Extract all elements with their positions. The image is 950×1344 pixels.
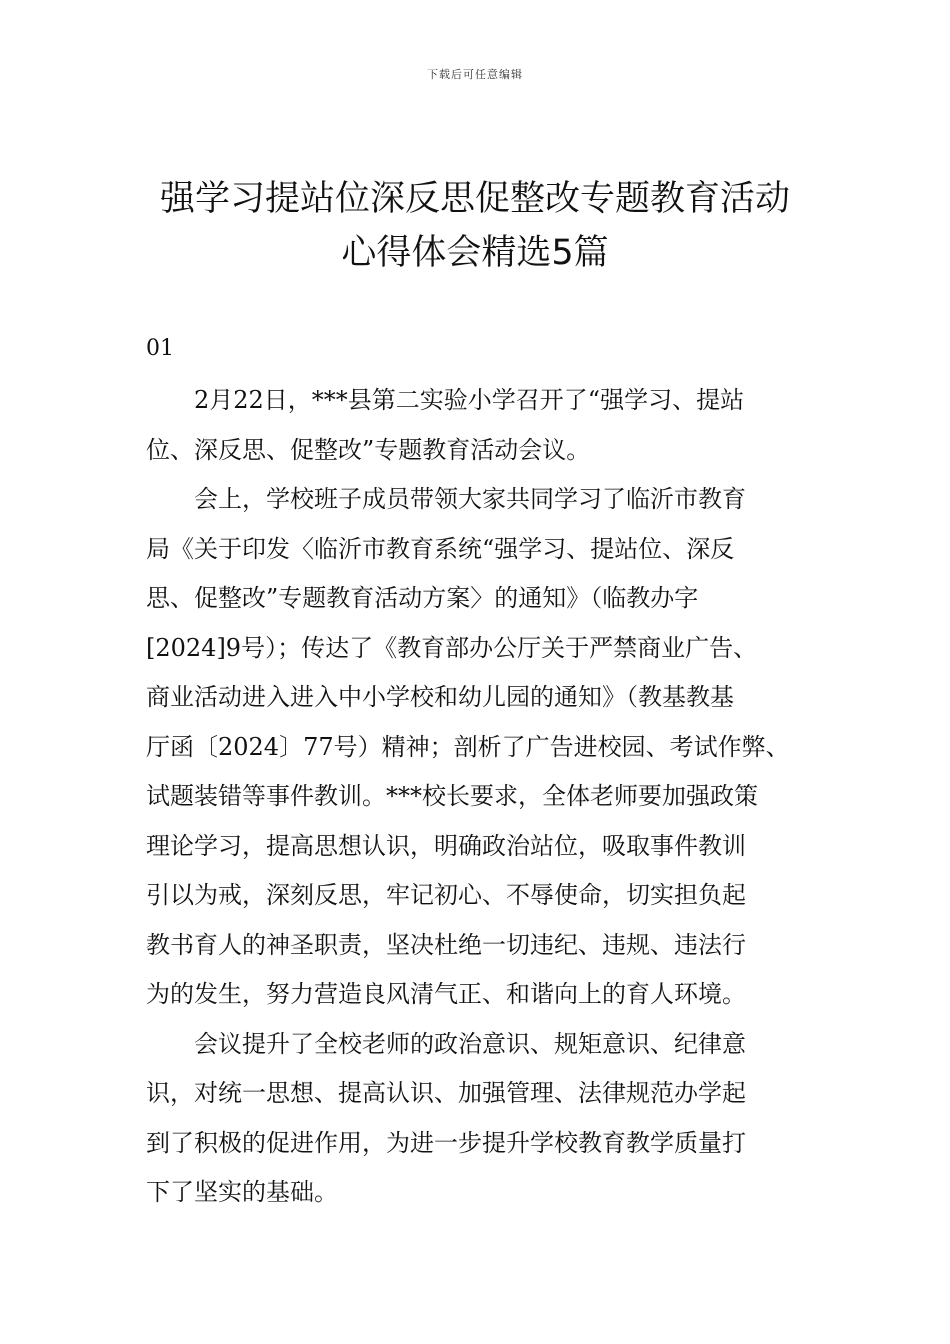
title-line-1: 强学习提站位深反思促整改专题教育活动 [159, 179, 790, 219]
paragraph-line: 位、深反思、促整改”专题教育活动会议。 [146, 435, 591, 464]
title-line-2: 心得体会精选5篇 [341, 233, 609, 273]
body-text [146, 376, 806, 1218]
paragraph-1 [146, 376, 806, 475]
paragraph-2 [146, 475, 806, 1020]
paragraph-line: 下了坚实的基础。 [146, 1178, 338, 1206]
paragraph-line: 到了积极的促进作用，为进一步提升学校教育教学质量打 [146, 1128, 746, 1157]
document-title [0, 172, 950, 280]
section-number: 01 [146, 336, 174, 361]
paragraph-line: 理论学习，提高思想认识，明确政治站位，吸取事件教训 [146, 831, 746, 860]
paragraph-line: 商业活动进入进入中小学校和幼儿园的通知》（教基教基 [146, 683, 734, 711]
paragraph-line: 局《关于印发〈临沂市教育系统“强学习、提站位、深反 [146, 534, 735, 563]
paragraph-line: 识，对统一思想、提高认识、加强管理、法律规范办学起 [146, 1079, 746, 1107]
paragraph-line: 会上，学校班子成员带领大家共同学习了临沂市教育 [194, 485, 746, 513]
paragraph-line: 试题装错等事件教训。***校长要求，全体老师要加强政策 [146, 782, 758, 810]
paragraph-line: 会议提升了全校老师的政治意识、规矩意识、纪律意 [194, 1029, 746, 1058]
paragraph-3 [146, 1020, 806, 1218]
paragraph-line: 2月22日，***县第二实验小学召开了“强学习、提站 [194, 386, 745, 414]
paragraph-line: 教书育人的神圣职责，坚决杜绝一切违纪、违规、违法行 [146, 930, 746, 959]
paragraph-line: [2024]9号）；传达了《教育部办公厅关于严禁商业广告、 [146, 633, 758, 662]
paragraph-line: 为的发生，努力营造良风清气正、和谐向上的育人环境。 [146, 980, 746, 1008]
paragraph-line: 思、促整改”专题教育活动方案〉的通知》（临教办字 [146, 584, 699, 612]
paragraph-line: 引以为戒，深刻反思，牢记初心、不辱使命，切实担负起 [146, 881, 746, 909]
header-note: 下载后可任意编辑 [427, 68, 523, 81]
paragraph-line: 厅函〔2024〕77号）精神；剖析了广告进校园、考试作弊、 [146, 732, 790, 761]
